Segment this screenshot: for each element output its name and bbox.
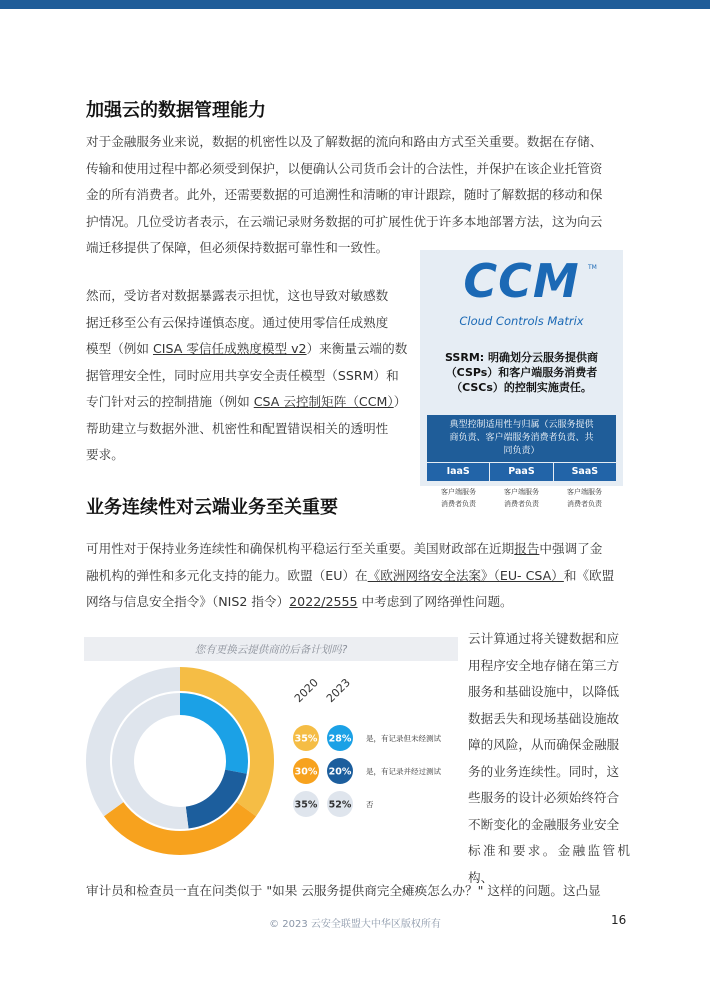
cisa-zero-trust-link[interactable]: CISA 零信任成熟度模型 v2 <box>152 341 307 356</box>
text-line: 然而，受访者对数据暴露表示担忧，这也导致对敏感数 <box>86 288 389 303</box>
service-model-columns <box>427 463 616 481</box>
heading-business-continuity: 业务连续性对云端业务至关重要 <box>86 497 338 518</box>
text-line: 模型（例如 CISA 零信任成熟度模型 v2）来衡量云端的数 <box>86 341 408 356</box>
legend-value-2023-1: 20% <box>328 766 352 778</box>
ccm-logo: CCM <box>463 254 580 308</box>
text-line: 云计算通过将关键数据和应 <box>468 631 620 646</box>
text-line: 对于金融服务业来说，数据的机密性以及了解数据的流向和路由方式至关重要。数据在存储、 <box>86 134 603 149</box>
column-saas: SaaS <box>554 463 616 481</box>
legend-value-2020-0: 35% <box>294 733 318 745</box>
legend-label-1: 是，有记录并经过测试 <box>366 767 441 776</box>
eu-csa-link[interactable]: 《欧洲网络安全法案》（EU- CSA） <box>367 567 564 583</box>
text-line: 护情况。几位受访者表示，在云端记录财务数据的可扩展性优于许多本地部署方法，这为向云 <box>86 213 603 229</box>
text-line: 金的所有消费者。此外，还需要数据的可追溯性和清晰的审计跟踪，随时了解数据的移动和保 <box>86 187 603 202</box>
text-line: 障的风险，从而确保金融服 <box>468 737 620 752</box>
text-line: 网络与信息安全指令》（NIS2 指令）2022/2555 中考虑到了网络弹性问题。 <box>86 594 513 609</box>
donut-segment-2023-0 <box>180 704 237 772</box>
copyright-footer: © 2023 云安全联盟大中华区版权所有 <box>269 919 441 930</box>
text-line: 标准和要求。金融监管机构、 <box>468 843 630 885</box>
text-line: 帮助建立与数据外泄、机密性和配置错误相关的透明性 <box>86 420 389 436</box>
responsibility-cell: 客户端服务 消费者负责 <box>504 488 539 508</box>
paragraph-cloud-continuity <box>468 626 630 891</box>
text-line: 据管理安全性，同时应用共享安全责任模型（SSRM）和 <box>86 367 399 383</box>
legend-value-2023-0: 28% <box>328 733 352 745</box>
page-number: 16 <box>611 913 627 927</box>
control-applicability-box: 典型控制适用性与归属（云服务提供 商负责、客户端服务消费者负责、共 同负责） <box>427 415 616 462</box>
text-line: 传输和使用过程中都必须受到保护，以便确认公司货币会计的合法性，并保护在该企业托管资 <box>86 160 603 176</box>
text-line: 端迁移提供了保障，但必须保持数据可靠性和一致性。 <box>86 240 389 255</box>
trademark-mark: TM <box>588 264 597 271</box>
backup-plan-donut-chart <box>84 665 464 875</box>
legend-value-2020-2: 35% <box>294 799 318 811</box>
legend-label-2: 否 <box>366 800 374 809</box>
legend-value-2020-1: 30% <box>294 766 318 778</box>
text-line: 务的业务连续性。同时，这 <box>468 763 620 779</box>
year-label-2020: 2020 <box>291 676 321 706</box>
legend-label-0: 是，有记录但未经测试 <box>366 734 441 743</box>
text-line: 据迁移至公有云保持谨慎态度。通过使用零信任成熟度 <box>86 314 389 330</box>
ccm-infographic <box>420 250 623 508</box>
paragraph-availability <box>86 536 626 616</box>
csa-ccm-link[interactable]: CSA 云控制矩阵（CCM） <box>253 394 394 409</box>
donut-segment-2023-2 <box>123 704 187 818</box>
text-line: 不断变化的金融服务业安全 <box>468 816 620 832</box>
responsibility-cell: 客户端服务 消费者负责 <box>441 488 476 508</box>
donut-segment-2023-1 <box>187 772 236 818</box>
responsibility-cell: 客户端服务 消费者负责 <box>567 488 602 508</box>
year-label-2023: 2023 <box>323 676 353 706</box>
text-line: 融机构的弹性和多元化支持的能力。欧盟（EU）在《欧洲网络安全法案》（EU- CSA）和《欧盟 <box>86 567 615 583</box>
paragraph-data-confidentiality <box>86 129 626 262</box>
text-line: 专门针对云的控制措施（例如 CSA 云控制矩阵（CCM）） <box>86 394 407 409</box>
responsibility-row <box>427 482 616 509</box>
legend-value-2023-2: 52% <box>328 799 352 811</box>
column-iaas: IaaS <box>427 463 490 481</box>
top-color-bar <box>0 0 710 9</box>
column-paas: PaaS <box>490 463 553 481</box>
paragraph-data-exposure <box>86 283 408 469</box>
text-line: 服务和基础设施中，以降低 <box>468 684 620 699</box>
text-line: 要求。 <box>86 447 124 462</box>
text-line: 些服务的设计必须始终符合 <box>468 790 620 805</box>
text-line: 用程序安全地存储在第三方 <box>468 657 620 673</box>
text-line: 可用性对于保持业务连续性和确保机构平稳运行至关重要。美国财政部在近期报告中强调了金 <box>86 541 603 556</box>
heading-data-management: 加强云的数据管理能力 <box>86 100 266 121</box>
text-line: 数据丢失和现场基础设施故 <box>468 710 620 726</box>
ccm-subtitle: Cloud Controls Matrix <box>459 314 584 328</box>
text-line-continued: 审计员和检查员一直在问类似于 "如果 云服务提供商完全瘫痪怎么办？" 这样的问题。这凸显 <box>86 883 601 898</box>
ssrm-description: SSRM: 明确划分云服务提供商 （CSPs）和客户端服务消费者 （CSCs）的控制实施责任。 <box>445 351 598 394</box>
nis2-link[interactable]: 2022/2555 <box>289 594 358 609</box>
chart-title: 您有更换云提供商的后备计划吗? <box>194 644 348 656</box>
treasury-report-link[interactable]: 报告 <box>514 541 540 556</box>
